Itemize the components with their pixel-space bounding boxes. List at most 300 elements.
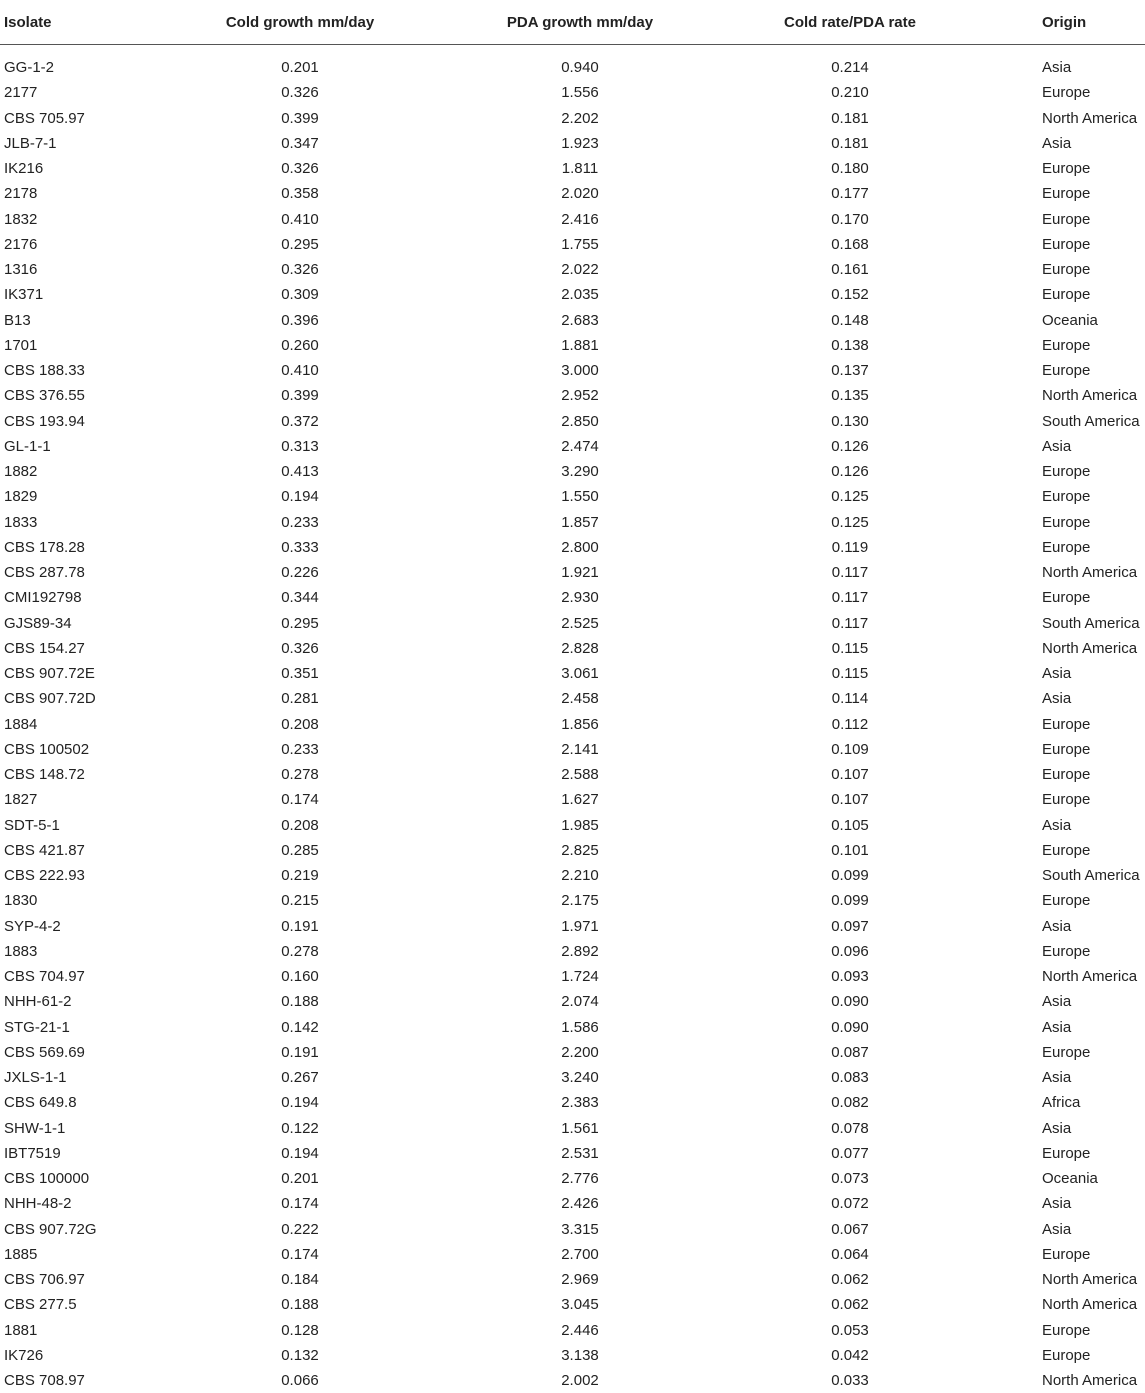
cell-isolate: 2177 <box>0 80 160 105</box>
cell-pda-growth: 2.474 <box>440 434 720 459</box>
cell-origin: Asia <box>980 686 1145 711</box>
cell-origin: Europe <box>980 510 1145 535</box>
cell-rate-ratio: 0.115 <box>720 661 980 686</box>
cell-isolate: 1827 <box>0 787 160 812</box>
cell-origin: Europe <box>980 232 1145 257</box>
table-row <box>0 1242 1145 1267</box>
cell-cold-growth: 0.184 <box>160 1267 440 1292</box>
table-row <box>0 232 1145 257</box>
cell-isolate: CBS 193.94 <box>0 409 160 434</box>
cell-pda-growth: 2.210 <box>440 863 720 888</box>
cell-cold-growth: 0.278 <box>160 762 440 787</box>
cell-cold-growth: 0.396 <box>160 308 440 333</box>
cell-origin: Asia <box>980 1116 1145 1141</box>
cell-cold-growth: 0.267 <box>160 1065 440 1090</box>
table-row <box>0 1065 1145 1090</box>
cell-pda-growth: 3.240 <box>440 1065 720 1090</box>
cell-origin: Europe <box>980 1318 1145 1343</box>
cell-origin: North America <box>980 560 1145 585</box>
cell-pda-growth: 1.550 <box>440 484 720 509</box>
cell-origin: Europe <box>980 535 1145 560</box>
cell-rate-ratio: 0.115 <box>720 636 980 661</box>
cell-rate-ratio: 0.112 <box>720 712 980 737</box>
cell-rate-ratio: 0.152 <box>720 282 980 307</box>
cell-cold-growth: 0.233 <box>160 737 440 762</box>
cell-origin: Europe <box>980 888 1145 913</box>
cell-isolate: 1833 <box>0 510 160 535</box>
cell-origin: Asia <box>980 989 1145 1014</box>
cell-cold-growth: 0.410 <box>160 358 440 383</box>
cell-cold-growth: 0.191 <box>160 1040 440 1065</box>
table-row <box>0 813 1145 838</box>
cell-cold-growth: 0.128 <box>160 1318 440 1343</box>
cell-cold-growth: 0.122 <box>160 1116 440 1141</box>
cell-origin: Europe <box>980 459 1145 484</box>
cell-rate-ratio: 0.073 <box>720 1166 980 1191</box>
cell-isolate: CBS 178.28 <box>0 535 160 560</box>
cell-pda-growth: 3.138 <box>440 1343 720 1368</box>
cell-pda-growth: 2.416 <box>440 207 720 232</box>
cell-cold-growth: 0.201 <box>160 1166 440 1191</box>
cell-pda-growth: 2.588 <box>440 762 720 787</box>
cell-cold-growth: 0.278 <box>160 939 440 964</box>
table-row <box>0 510 1145 535</box>
cell-pda-growth: 2.850 <box>440 409 720 434</box>
cell-isolate: STG-21-1 <box>0 1015 160 1040</box>
table-row <box>0 636 1145 661</box>
cell-cold-growth: 0.313 <box>160 434 440 459</box>
cell-cold-growth: 0.174 <box>160 1191 440 1216</box>
cell-origin: Europe <box>980 282 1145 307</box>
cell-origin: North America <box>980 636 1145 661</box>
cell-rate-ratio: 0.138 <box>720 333 980 358</box>
header-isolate: Isolate <box>0 0 160 45</box>
cell-origin: North America <box>980 964 1145 989</box>
cell-pda-growth: 1.985 <box>440 813 720 838</box>
cell-isolate: 2176 <box>0 232 160 257</box>
cell-pda-growth: 1.556 <box>440 80 720 105</box>
cell-origin: Europe <box>980 333 1145 358</box>
cell-origin: South America <box>980 409 1145 434</box>
cell-origin: Asia <box>980 1191 1145 1216</box>
cell-cold-growth: 0.372 <box>160 409 440 434</box>
cell-isolate: GL-1-1 <box>0 434 160 459</box>
cell-origin: Asia <box>980 1065 1145 1090</box>
cell-isolate: CBS 277.5 <box>0 1292 160 1317</box>
table-row <box>0 181 1145 206</box>
cell-isolate: CBS 649.8 <box>0 1090 160 1115</box>
table-row <box>0 1116 1145 1141</box>
cell-isolate: SYP-4-2 <box>0 914 160 939</box>
table-row <box>0 585 1145 610</box>
table-row <box>0 484 1145 509</box>
cell-rate-ratio: 0.101 <box>720 838 980 863</box>
cell-origin: Europe <box>980 484 1145 509</box>
table-row <box>0 762 1145 787</box>
cell-rate-ratio: 0.170 <box>720 207 980 232</box>
cell-origin: Oceania <box>980 308 1145 333</box>
cell-pda-growth: 3.000 <box>440 358 720 383</box>
cell-origin: Europe <box>980 257 1145 282</box>
cell-cold-growth: 0.399 <box>160 383 440 408</box>
cell-rate-ratio: 0.181 <box>720 131 980 156</box>
cell-rate-ratio: 0.117 <box>720 611 980 636</box>
cell-pda-growth: 2.074 <box>440 989 720 1014</box>
cell-isolate: IBT7519 <box>0 1141 160 1166</box>
cell-rate-ratio: 0.093 <box>720 964 980 989</box>
table-row <box>0 1015 1145 1040</box>
cell-origin: Europe <box>980 838 1145 863</box>
cell-cold-growth: 0.222 <box>160 1217 440 1242</box>
table-row <box>0 207 1145 232</box>
cell-isolate: B13 <box>0 308 160 333</box>
table-row <box>0 737 1145 762</box>
cell-rate-ratio: 0.161 <box>720 257 980 282</box>
cell-cold-growth: 0.347 <box>160 131 440 156</box>
cell-pda-growth: 1.755 <box>440 232 720 257</box>
cell-origin: South America <box>980 611 1145 636</box>
cell-isolate: CBS 100000 <box>0 1166 160 1191</box>
cell-pda-growth: 3.061 <box>440 661 720 686</box>
cell-pda-growth: 1.627 <box>440 787 720 812</box>
cell-pda-growth: 2.426 <box>440 1191 720 1216</box>
cell-rate-ratio: 0.082 <box>720 1090 980 1115</box>
cell-pda-growth: 2.002 <box>440 1368 720 1393</box>
cell-cold-growth: 0.191 <box>160 914 440 939</box>
cell-rate-ratio: 0.067 <box>720 1217 980 1242</box>
cell-isolate: CBS 222.93 <box>0 863 160 888</box>
cell-isolate: CBS 148.72 <box>0 762 160 787</box>
cell-isolate: IK726 <box>0 1343 160 1368</box>
cell-isolate: CBS 705.97 <box>0 106 160 131</box>
cell-pda-growth: 3.315 <box>440 1217 720 1242</box>
cell-pda-growth: 2.825 <box>440 838 720 863</box>
cell-cold-growth: 0.174 <box>160 787 440 812</box>
cell-origin: Asia <box>980 1015 1145 1040</box>
table-row <box>0 409 1145 434</box>
cell-isolate: CBS 421.87 <box>0 838 160 863</box>
cell-rate-ratio: 0.053 <box>720 1318 980 1343</box>
cell-rate-ratio: 0.105 <box>720 813 980 838</box>
header-pda-growth: PDA growth mm/day <box>440 0 720 45</box>
cell-pda-growth: 2.175 <box>440 888 720 913</box>
cell-rate-ratio: 0.077 <box>720 1141 980 1166</box>
cell-isolate: 2178 <box>0 181 160 206</box>
cell-cold-growth: 0.219 <box>160 863 440 888</box>
cell-pda-growth: 2.952 <box>440 383 720 408</box>
cell-origin: Europe <box>980 156 1145 181</box>
cell-isolate: GJS89-34 <box>0 611 160 636</box>
cell-rate-ratio: 0.042 <box>720 1343 980 1368</box>
cell-pda-growth: 2.776 <box>440 1166 720 1191</box>
cell-rate-ratio: 0.130 <box>720 409 980 434</box>
table-row <box>0 333 1145 358</box>
cell-isolate: 1316 <box>0 257 160 282</box>
cell-pda-growth: 2.383 <box>440 1090 720 1115</box>
cell-origin: Europe <box>980 787 1145 812</box>
cell-rate-ratio: 0.107 <box>720 762 980 787</box>
cell-rate-ratio: 0.177 <box>720 181 980 206</box>
cell-cold-growth: 0.194 <box>160 1141 440 1166</box>
table-row <box>0 308 1145 333</box>
cell-pda-growth: 0.940 <box>440 55 720 80</box>
table-row <box>0 1191 1145 1216</box>
cell-origin: Europe <box>980 1242 1145 1267</box>
cell-isolate: CBS 569.69 <box>0 1040 160 1065</box>
cell-cold-growth: 0.142 <box>160 1015 440 1040</box>
cell-origin: North America <box>980 1267 1145 1292</box>
cell-origin: Oceania <box>980 1166 1145 1191</box>
cell-pda-growth: 1.586 <box>440 1015 720 1040</box>
cell-cold-growth: 0.285 <box>160 838 440 863</box>
table-row <box>0 1090 1145 1115</box>
cell-rate-ratio: 0.125 <box>720 484 980 509</box>
table-row <box>0 939 1145 964</box>
cell-origin: Europe <box>980 585 1145 610</box>
table-row <box>0 1343 1145 1368</box>
table-row <box>0 1166 1145 1191</box>
table-row <box>0 459 1145 484</box>
cell-pda-growth: 2.022 <box>440 257 720 282</box>
cell-rate-ratio: 0.090 <box>720 1015 980 1040</box>
cell-pda-growth: 1.724 <box>440 964 720 989</box>
cell-origin: Europe <box>980 762 1145 787</box>
cell-pda-growth: 1.923 <box>440 131 720 156</box>
table-row <box>0 914 1145 939</box>
cell-origin: Europe <box>980 939 1145 964</box>
cell-origin: Europe <box>980 80 1145 105</box>
cell-origin: Asia <box>980 661 1145 686</box>
table-row <box>0 1141 1145 1166</box>
header-origin: Origin <box>980 0 1145 45</box>
cell-cold-growth: 0.326 <box>160 257 440 282</box>
cell-rate-ratio: 0.083 <box>720 1065 980 1090</box>
table-row <box>0 80 1145 105</box>
cell-pda-growth: 3.045 <box>440 1292 720 1317</box>
table-body <box>0 45 1145 1393</box>
cell-isolate: CBS 188.33 <box>0 358 160 383</box>
cell-pda-growth: 1.921 <box>440 560 720 585</box>
cell-pda-growth: 2.202 <box>440 106 720 131</box>
table-row <box>0 1368 1145 1393</box>
cell-cold-growth: 0.413 <box>160 459 440 484</box>
table-row <box>0 560 1145 585</box>
cell-cold-growth: 0.326 <box>160 80 440 105</box>
cell-pda-growth: 2.458 <box>440 686 720 711</box>
cell-rate-ratio: 0.097 <box>720 914 980 939</box>
cell-isolate: 1830 <box>0 888 160 913</box>
cell-cold-growth: 0.174 <box>160 1242 440 1267</box>
cell-cold-growth: 0.281 <box>160 686 440 711</box>
cell-origin: Europe <box>980 737 1145 762</box>
cell-cold-growth: 0.215 <box>160 888 440 913</box>
cell-pda-growth: 1.811 <box>440 156 720 181</box>
cell-rate-ratio: 0.078 <box>720 1116 980 1141</box>
table-row <box>0 611 1145 636</box>
cell-cold-growth: 0.132 <box>160 1343 440 1368</box>
cell-origin: Europe <box>980 207 1145 232</box>
cell-origin: North America <box>980 1292 1145 1317</box>
table-row <box>0 838 1145 863</box>
cell-isolate: 1881 <box>0 1318 160 1343</box>
table-row <box>0 787 1145 812</box>
table-row <box>0 989 1145 1014</box>
cell-cold-growth: 0.309 <box>160 282 440 307</box>
cell-rate-ratio: 0.099 <box>720 888 980 913</box>
table-row <box>0 535 1145 560</box>
cell-cold-growth: 0.208 <box>160 813 440 838</box>
table-row <box>0 712 1145 737</box>
cell-isolate: JLB-7-1 <box>0 131 160 156</box>
cell-origin: Asia <box>980 131 1145 156</box>
cell-cold-growth: 0.344 <box>160 585 440 610</box>
cell-pda-growth: 2.800 <box>440 535 720 560</box>
cell-rate-ratio: 0.062 <box>720 1292 980 1317</box>
cell-isolate: JXLS-1-1 <box>0 1065 160 1090</box>
cell-pda-growth: 2.969 <box>440 1267 720 1292</box>
cell-pda-growth: 2.035 <box>440 282 720 307</box>
cell-origin: Europe <box>980 712 1145 737</box>
table-row <box>0 888 1145 913</box>
cell-rate-ratio: 0.137 <box>720 358 980 383</box>
cell-isolate: IK371 <box>0 282 160 307</box>
table-row <box>0 964 1145 989</box>
cell-pda-growth: 2.683 <box>440 308 720 333</box>
cell-rate-ratio: 0.181 <box>720 106 980 131</box>
cell-isolate: SDT-5-1 <box>0 813 160 838</box>
cell-origin: Asia <box>980 914 1145 939</box>
cell-isolate: SHW-1-1 <box>0 1116 160 1141</box>
table-row <box>0 1267 1145 1292</box>
cell-isolate: CBS 154.27 <box>0 636 160 661</box>
cell-isolate: CBS 376.55 <box>0 383 160 408</box>
cell-pda-growth: 1.857 <box>440 510 720 535</box>
cell-cold-growth: 0.399 <box>160 106 440 131</box>
cell-rate-ratio: 0.096 <box>720 939 980 964</box>
cell-pda-growth: 2.700 <box>440 1242 720 1267</box>
cell-pda-growth: 1.561 <box>440 1116 720 1141</box>
cell-cold-growth: 0.260 <box>160 333 440 358</box>
cell-cold-growth: 0.351 <box>160 661 440 686</box>
cell-origin: Europe <box>980 1040 1145 1065</box>
cell-isolate: 1701 <box>0 333 160 358</box>
table-row <box>0 106 1145 131</box>
header-cold-growth: Cold growth mm/day <box>160 0 440 45</box>
cell-cold-growth: 0.201 <box>160 55 440 80</box>
cell-cold-growth: 0.333 <box>160 535 440 560</box>
cell-rate-ratio: 0.210 <box>720 80 980 105</box>
cell-rate-ratio: 0.180 <box>720 156 980 181</box>
cell-cold-growth: 0.326 <box>160 156 440 181</box>
cell-rate-ratio: 0.119 <box>720 535 980 560</box>
cell-origin: Europe <box>980 1141 1145 1166</box>
cell-isolate: 1832 <box>0 207 160 232</box>
cell-pda-growth: 2.525 <box>440 611 720 636</box>
table-row <box>0 131 1145 156</box>
table-row <box>0 863 1145 888</box>
cell-pda-growth: 2.892 <box>440 939 720 964</box>
cell-isolate: CBS 708.97 <box>0 1368 160 1393</box>
cell-origin: Europe <box>980 1343 1145 1368</box>
cell-origin: Asia <box>980 1217 1145 1242</box>
cell-origin: Asia <box>980 434 1145 459</box>
cell-rate-ratio: 0.126 <box>720 459 980 484</box>
cell-origin: Europe <box>980 181 1145 206</box>
cell-cold-growth: 0.326 <box>160 636 440 661</box>
cell-cold-growth: 0.194 <box>160 1090 440 1115</box>
cell-cold-growth: 0.410 <box>160 207 440 232</box>
table-row <box>0 383 1145 408</box>
cell-cold-growth: 0.208 <box>160 712 440 737</box>
cell-isolate: 1885 <box>0 1242 160 1267</box>
cell-rate-ratio: 0.099 <box>720 863 980 888</box>
cell-rate-ratio: 0.064 <box>720 1242 980 1267</box>
cell-cold-growth: 0.358 <box>160 181 440 206</box>
cell-isolate: CBS 287.78 <box>0 560 160 585</box>
cell-pda-growth: 2.200 <box>440 1040 720 1065</box>
cell-isolate: GG-1-2 <box>0 55 160 80</box>
cell-pda-growth: 2.828 <box>440 636 720 661</box>
cell-isolate: CBS 100502 <box>0 737 160 762</box>
cell-rate-ratio: 0.117 <box>720 560 980 585</box>
table-row <box>0 686 1145 711</box>
cell-isolate: 1829 <box>0 484 160 509</box>
cell-cold-growth: 0.160 <box>160 964 440 989</box>
cell-origin: North America <box>980 1368 1145 1393</box>
cell-isolate: IK216 <box>0 156 160 181</box>
cell-pda-growth: 1.856 <box>440 712 720 737</box>
cell-isolate: NHH-48-2 <box>0 1191 160 1216</box>
cell-origin: Asia <box>980 813 1145 838</box>
cell-rate-ratio: 0.107 <box>720 787 980 812</box>
cell-rate-ratio: 0.062 <box>720 1267 980 1292</box>
table-row <box>0 661 1145 686</box>
cell-rate-ratio: 0.168 <box>720 232 980 257</box>
cell-pda-growth: 2.020 <box>440 181 720 206</box>
cell-rate-ratio: 0.114 <box>720 686 980 711</box>
cell-rate-ratio: 0.125 <box>720 510 980 535</box>
cell-isolate: CBS 907.72D <box>0 686 160 711</box>
cell-isolate: CBS 706.97 <box>0 1267 160 1292</box>
table-header <box>0 0 1145 45</box>
cell-rate-ratio: 0.072 <box>720 1191 980 1216</box>
cell-isolate: 1884 <box>0 712 160 737</box>
cell-rate-ratio: 0.148 <box>720 308 980 333</box>
cell-pda-growth: 2.141 <box>440 737 720 762</box>
cell-isolate: 1882 <box>0 459 160 484</box>
cell-isolate: CBS 907.72G <box>0 1217 160 1242</box>
cell-isolate: CMI192798 <box>0 585 160 610</box>
cell-cold-growth: 0.233 <box>160 510 440 535</box>
cell-cold-growth: 0.188 <box>160 989 440 1014</box>
cell-cold-growth: 0.188 <box>160 1292 440 1317</box>
cell-rate-ratio: 0.117 <box>720 585 980 610</box>
table-row <box>0 358 1145 383</box>
cell-rate-ratio: 0.090 <box>720 989 980 1014</box>
table-row <box>0 156 1145 181</box>
cell-pda-growth: 2.531 <box>440 1141 720 1166</box>
header-row <box>0 0 1145 45</box>
cell-origin: Africa <box>980 1090 1145 1115</box>
cell-pda-growth: 2.930 <box>440 585 720 610</box>
cell-origin: Asia <box>980 55 1145 80</box>
cell-isolate: NHH-61-2 <box>0 989 160 1014</box>
table-row <box>0 257 1145 282</box>
cell-rate-ratio: 0.214 <box>720 55 980 80</box>
table-row <box>0 1040 1145 1065</box>
cell-cold-growth: 0.295 <box>160 611 440 636</box>
cell-cold-growth: 0.295 <box>160 232 440 257</box>
